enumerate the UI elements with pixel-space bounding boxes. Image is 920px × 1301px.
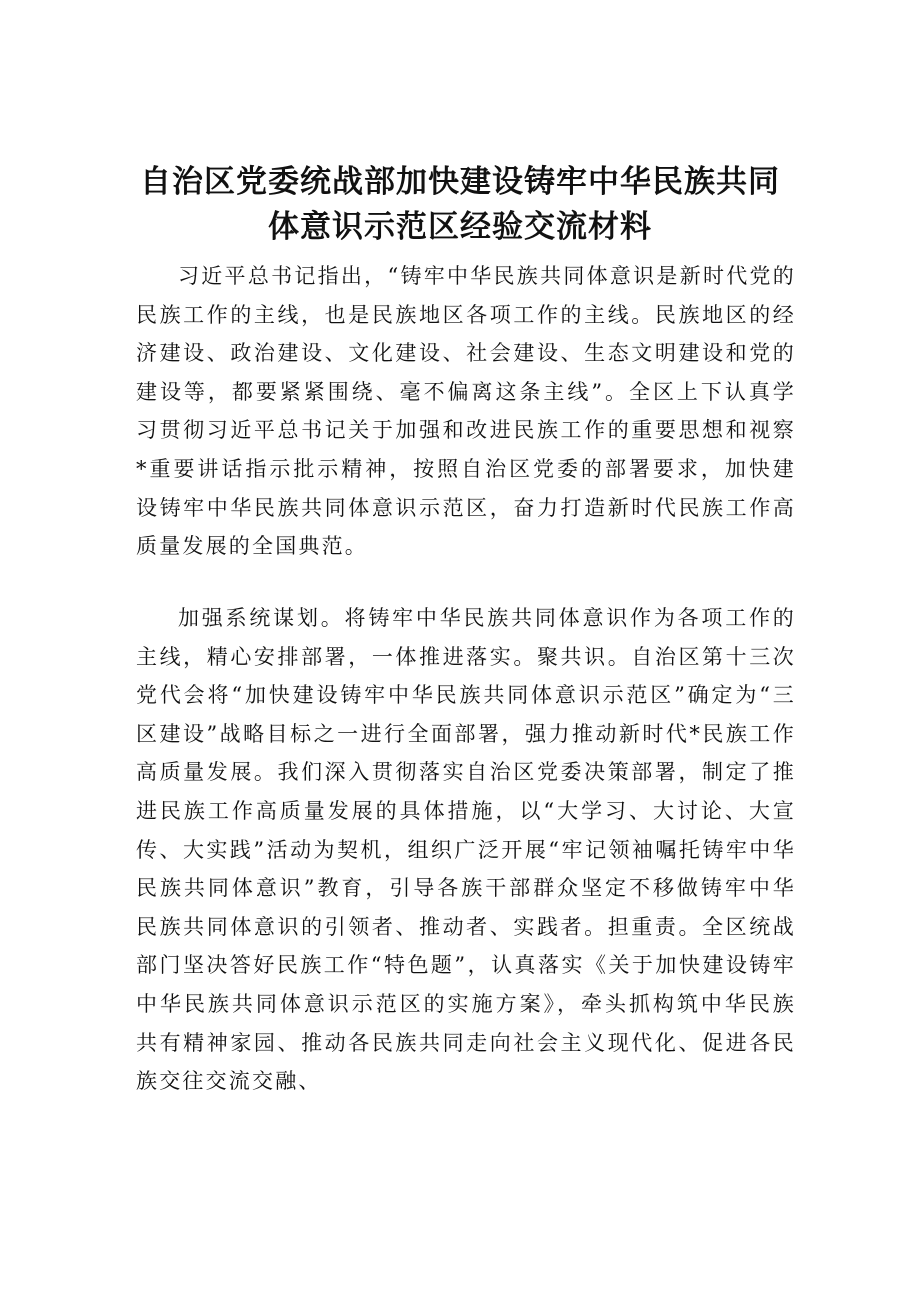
document-title-line-2: 体意识示范区经验交流材料 xyxy=(268,209,652,245)
paragraph-system-planning: 加强系统谋划。将铸牢中华民族共同体意识作为各项工作的主线，精心安排部署，一体推进落实。聚共识。自治区第十三次党代会将“加快建设铸牢中华民族共同体意识示范区”确定为“三区建设”战略目标之一进行全面部署，强力推动新时代*民族工作高质量发展。我们深入贯彻落实自治区党委决策部署，制定了推进民族工作高质量发展的具体措施，以“大学习、大讨论、大宣传、大实践”活动为契机，组织广泛开展“牢记领袖嘱托铸牢中华民族共同体意识”教育，引导各族干部群众坚定不移做铸牢中华民族共同体意识的引领者、推动者、实践者。担重责。全区统战部门坚决答好民族工作“特色题”，认真落实《关于加快建设铸牢中华民族共同体意识示范区的实施方案》，牵头抓构筑中华民族共有精神家园、推动各民族共同走向社会主义现代化、促进各民族交往交流交融、 xyxy=(136,606,796,1094)
paragraph-intro: 习近平总书记指出，“铸牢中华民族共同体意识是新时代党的民族工作的主线，也是民族地区各项工作的主线。民族地区的经济建设、政治建设、文化建设、社会建设、生态文明建设和党的建设等，都要紧紧围绕、毫不偏离这条主线”。全区上下认真学习贯彻习近平总书记关于加强和改进民族工作的重要思想和视察*重要讲话指示批示精神，按照自治区党委的部署要求，加快建设铸牢中华民族共同体意识示范区，奋力打造新时代民族工作高质量发展的全国典范。 xyxy=(136,264,796,559)
document-title-line-1: 自治区党委统战部加快建设铸牢中华民族共同 xyxy=(140,164,780,200)
